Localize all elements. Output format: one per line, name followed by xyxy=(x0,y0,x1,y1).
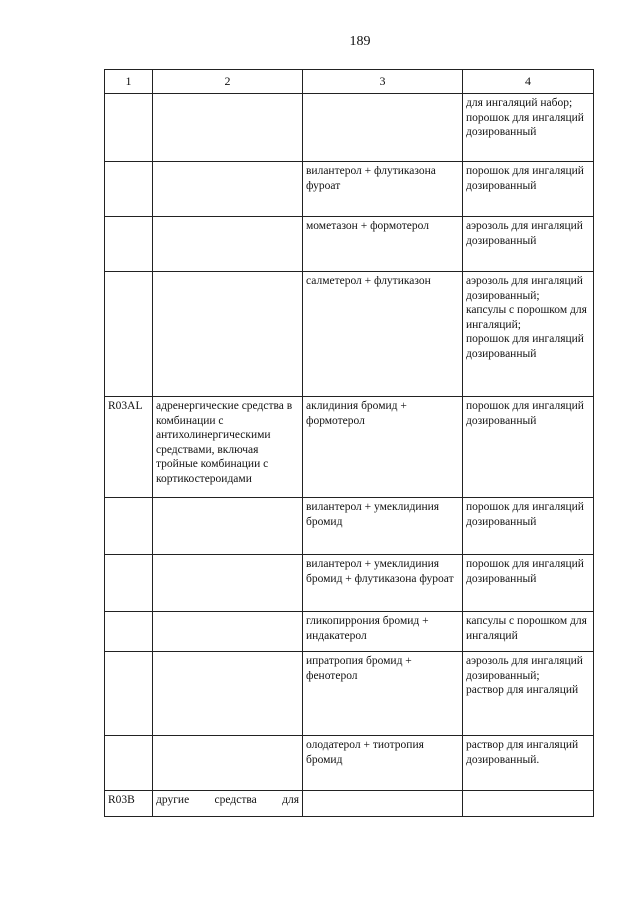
atc-code-cell xyxy=(105,272,153,397)
table-row xyxy=(105,555,594,612)
table-row xyxy=(105,612,594,652)
group-cell xyxy=(153,652,303,736)
group-cell: другие средства для xyxy=(153,791,303,817)
dosage-form-cell: аэрозоль для ингаляций дозированный; раствор для ингаляций xyxy=(463,652,594,736)
dosage-form-cell: аэрозоль для ингаляций дозированный; капсулы с порошком для ингаляций; порошок для ингаляций дозированный xyxy=(463,272,594,397)
dosage-form-cell: аэрозоль для ингаляций дозированный xyxy=(463,217,594,272)
table-row xyxy=(105,498,594,555)
group-cell xyxy=(153,94,303,162)
drug-cell: салметерол + флутиказон xyxy=(303,272,463,397)
atc-code-cell: R03B xyxy=(105,791,153,817)
table-row xyxy=(105,652,594,736)
table-row xyxy=(105,162,594,217)
dosage-form-cell: для ингаляций набор; порошок для ингаляций дозированный xyxy=(463,94,594,162)
column-header: 4 xyxy=(463,70,594,94)
group-cell xyxy=(153,498,303,555)
table-header-row xyxy=(105,70,594,94)
dosage-form-cell: порошок для ингаляций дозированный xyxy=(463,555,594,612)
atc-code-cell xyxy=(105,736,153,791)
dosage-form-cell: порошок для ингаляций дозированный xyxy=(463,397,594,498)
table-row xyxy=(105,736,594,791)
drug-cell: вилантерол + умеклидиния бромид xyxy=(303,498,463,555)
atc-code-cell: R03AL xyxy=(105,397,153,498)
table-row xyxy=(105,397,594,498)
atc-code-cell xyxy=(105,94,153,162)
group-cell xyxy=(153,217,303,272)
table-row xyxy=(105,217,594,272)
drug-cell: вилантерол + флутиказона фуроат xyxy=(303,162,463,217)
atc-code-cell xyxy=(105,162,153,217)
drug-cell: ипратропия бромид + фенотерол xyxy=(303,652,463,736)
dosage-form-cell xyxy=(463,791,594,817)
drug-cell: аклидиния бромид + формотерол xyxy=(303,397,463,498)
group-cell xyxy=(153,612,303,652)
drug-cell xyxy=(303,791,463,817)
group-cell xyxy=(153,162,303,217)
dosage-form-cell: раствор для ингаляций дозированный. xyxy=(463,736,594,791)
atc-code-cell xyxy=(105,498,153,555)
table-row xyxy=(105,272,594,397)
drug-table xyxy=(104,69,594,817)
column-header: 1 xyxy=(105,70,153,94)
atc-code-cell xyxy=(105,555,153,612)
atc-code-cell xyxy=(105,612,153,652)
dosage-form-cell: капсулы с порошком для ингаляций xyxy=(463,612,594,652)
dosage-form-cell: порошок для ингаляций дозированный xyxy=(463,162,594,217)
atc-code-cell xyxy=(105,652,153,736)
group-cell xyxy=(153,555,303,612)
table-row xyxy=(105,94,594,162)
drug-cell xyxy=(303,94,463,162)
drug-cell: вилантерол + умеклидиния бромид + флутиказона фуроат xyxy=(303,555,463,612)
drug-cell: гликопиррония бромид + индакатерол xyxy=(303,612,463,652)
group-cell xyxy=(153,272,303,397)
table-row xyxy=(105,791,594,817)
column-header: 2 xyxy=(153,70,303,94)
drug-cell: мометазон + формотерол xyxy=(303,217,463,272)
drug-cell: олодатерол + тиотропия бромид xyxy=(303,736,463,791)
group-cell xyxy=(153,736,303,791)
column-header: 3 xyxy=(303,70,463,94)
atc-code-cell xyxy=(105,217,153,272)
dosage-form-cell: порошок для ингаляций дозированный xyxy=(463,498,594,555)
page-number: 189 xyxy=(349,34,371,49)
group-cell: адренергические средства в комбинации с антихолинергическими средствами, включая тройные комбинации с кортикостероидами xyxy=(153,397,303,498)
